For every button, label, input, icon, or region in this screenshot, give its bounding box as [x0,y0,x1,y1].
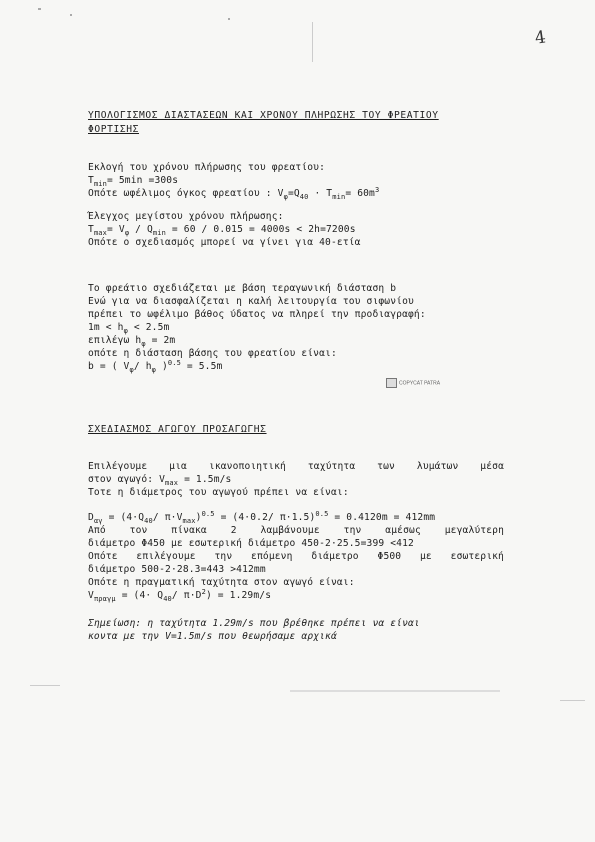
useful-volume-line: Οπότε ωφέλιμος όγκος φρεατίου : $V_\varphi=Q_{40} \cdot T_{min}= 60m^3$ [88,185,380,201]
tmax-line: $T_{max}= V_\varphi / Q_{min} = 60 / 0.015 = 4000s < 2h=7200s$ [88,224,356,237]
diameter-intro: Τοτε η διάμετρος του αγωγού πρέπει να είναι: [88,487,349,498]
section1-title-line2: ΦΟΡΤΙΣΗΣ [88,124,140,135]
scan-speck [38,8,41,10]
scan-speck [30,685,60,686]
max-time-intro: Έλεγχος μεγίστου χρόνου πλήρωσης: [88,211,284,222]
copycat-stamp: COPYCAT PATRA [386,378,440,388]
velocity-line1: Επιλέγουμε μια ικανοποιητική ταχύτητα των λυμάτων μέσα [88,461,504,472]
note-line2: κοντα με την V=1.5m/s που θεωρήσαμε αρχικά [88,631,337,642]
scan-speck [560,700,585,701]
scan-faint-line [290,690,500,692]
next-diameter-line2: διάμετρο 500-2·28.3=443 >412mm [88,564,266,575]
stamp-logo-icon [386,378,397,388]
base-dimension-intro: οπότε η διάσταση βάσης του φρεατίου είναι: [88,348,337,359]
actual-velocity-formula: $V_{\pi\rho\alpha\gamma\mu} = (4\cdot Q_{40}/$ $\pi\cdot D^2) = 1.29m/s$ [88,587,272,603]
chosen-depth-line: επιλέγω $h_\varphi = 2m$ [88,335,176,348]
design-period-line: Οπότε ο σχεδιασμός μπορεί να γίνει για 40-ετία [88,237,361,248]
velocity-line2: στον αγωγό: $V_{max} = 1.5m/s$ [88,474,232,487]
depth-range-line: $1m < h_\varphi < 2.5m$ [88,322,170,335]
siphon-line1: Ενώ για να διασφαλίζεται η καλή λειτουργία του σιφωνίου [88,296,414,307]
fill-time-intro: Εκλογή του χρόνου πλήρωσης του φρεατίου: [88,162,326,173]
section2-title: ΣΧΕΔΙΑΣΜΟΣ ΑΓΩΓΟΥ ΠΡΟΣΑΓΩΓΗΣ [88,424,267,435]
page-number: 4 [533,27,548,49]
scan-mark [312,22,313,62]
diameter-formula: $D_{\alpha\gamma} = (4\cdot Q_{40}/$ $\pi\cdot V_{max})^{0.5} = (4\cdot 0.2/$ π·1.5)$^{0.5}$ = 0.4120m = 412mm [88,509,436,525]
base-dimension-formula: b = ( $V_\varphi/$ $h_\varphi$ )$^{0.5}$ = 5.5m [88,358,223,374]
note-line1: Σημείωση: η ταχύτητα 1.29m/s που βρέθηκε πρέπει να είναι [88,618,420,629]
table-line1: Από τον πίνακα 2 λαμβάνουμε την αμέσως μεγαλύτερη [88,525,504,536]
table-line2: διάμετρο Φ450 με εσωτερική διάμετρο 450-2·25.5=399 <412 [88,538,414,549]
scan-speck [228,18,230,20]
square-base-line: Το φρεάτιο σχεδιάζεται με βάση τεραγωνική διάσταση b [88,283,397,294]
next-diameter-line1: Οπότε επιλέγουμε την επόμενη διάμετρο Φ500 με εσωτερική [88,551,504,562]
actual-velocity-intro: Οπότε η πραγματική ταχύτητα στον αγωγό είναι: [88,577,355,588]
tmin-line: $T_{min}= 5\min =300s$ [88,175,179,188]
siphon-line2: πρέπει το ωφέλιμο βάθος ύδατος να πληρεί την προδιαγραφή: [88,309,426,320]
scan-speck [70,14,72,16]
section1-title-line1: ΥΠΟΛΟΓΙΣΜΟΣ ΔΙΑΣΤΑΣΕΩΝ ΚΑΙ ΧΡΟΝΟΥ ΠΛΗΡΩΣΗΣ ΤΟΥ ΦΡΕΑΤΙΟΥ [88,110,439,121]
